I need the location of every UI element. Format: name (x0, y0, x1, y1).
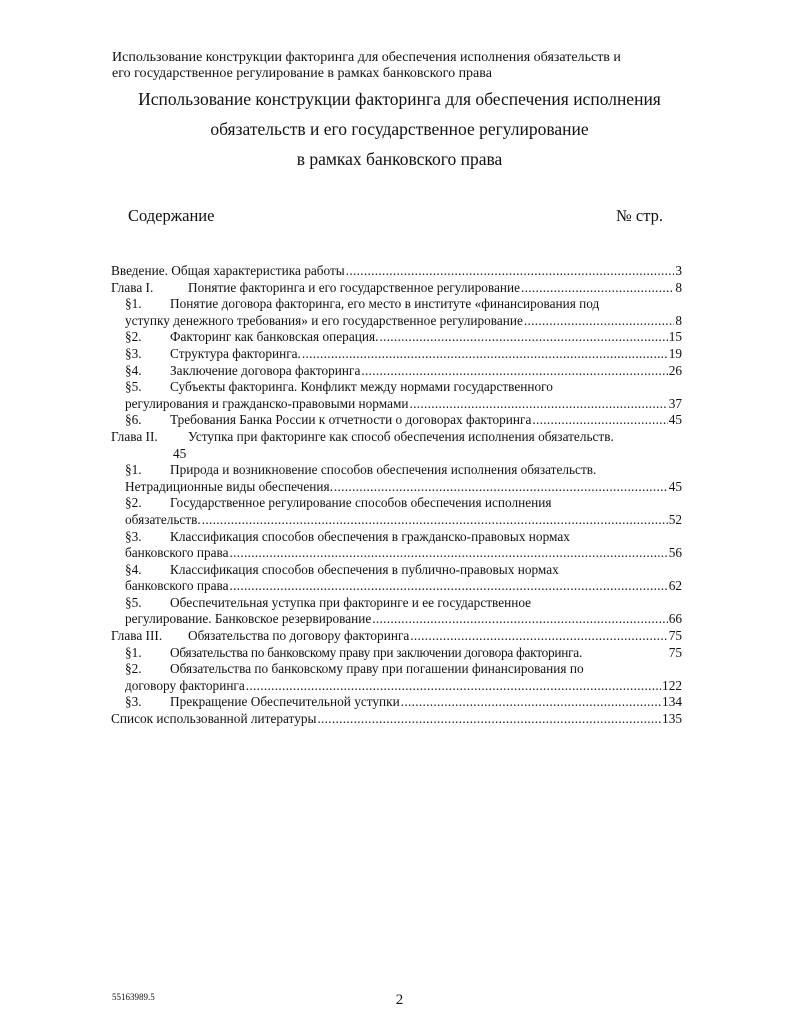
dot-leader (246, 678, 661, 695)
toc-entry-introduction[interactable] (111, 263, 682, 280)
running-header (112, 50, 692, 82)
toc-entry-chapter-3[interactable] (111, 628, 682, 645)
toc-entry-page: 52 (668, 511, 682, 527)
toc-entry-page: 45 (173, 445, 187, 461)
toc-entry-ch1-sec1[interactable] (111, 296, 682, 313)
toc-entry-title: Государственное регулирование способов обеспечения исполнения (170, 495, 552, 511)
toc-entry-page: 134 (662, 694, 682, 710)
document-title-line-2: обязательств и его государственное регулирование (210, 119, 589, 139)
dot-leader (379, 329, 667, 346)
toc-entry-ch3-sec2-cont[interactable] (111, 678, 682, 695)
document-title-line-1: Использование конструкции факторинга для обеспечения исполнения (138, 89, 661, 109)
toc-entry-title: Уступка при факторинге как способ обеспечения исполнения обязательств. (188, 428, 614, 444)
toc-entry-title: Обязательства по договору факторинга (188, 628, 410, 644)
toc-entry-number: §2. (125, 661, 142, 677)
toc-entry-number: Глава III. (111, 628, 163, 644)
running-header-line-1: Использование конструкции факторинга для обеспечения исполнения обязательств и (112, 50, 621, 65)
toc-entry-ch1-sec6[interactable] (111, 412, 682, 429)
toc-entry-chapter-2-page-line[interactable] (111, 446, 682, 463)
dot-leader (230, 578, 668, 595)
toc-entry-title: Обязательства по банковскому праву при заключении договора факторинга. (170, 644, 583, 660)
dot-leader (532, 412, 667, 429)
toc-entry-title: Прекращение Обеспечительной уступки (170, 694, 400, 710)
toc-entry-page: 135 (662, 711, 682, 727)
toc-entry-bibliography[interactable] (111, 711, 682, 728)
toc-entry-title: Список использованной литературы (111, 711, 317, 727)
toc-entry-page: 3 (675, 263, 682, 278)
toc-entry-ch1-sec1-cont[interactable] (111, 313, 682, 330)
toc-entry-ch2-sec2[interactable] (111, 495, 682, 512)
toc-entry-page: 8 (675, 279, 682, 295)
toc-entry-page: 75 (668, 628, 682, 644)
toc-entry-page: 45 (668, 412, 682, 428)
toc-entry-number: §5. (125, 594, 142, 610)
toc-entry-ch2-sec4-cont[interactable] (111, 578, 682, 595)
toc-entry-page: 75 (668, 644, 682, 660)
toc-entry-ch2-sec3-cont[interactable] (111, 545, 682, 562)
toc-entry-page: 122 (662, 677, 682, 693)
toc-entry-number: §1. (125, 644, 142, 660)
toc-entry-number: §2. (125, 495, 142, 511)
dot-leader (334, 479, 668, 496)
toc-entry-page: 15 (668, 329, 682, 345)
toc-entry-number: §4. (125, 561, 142, 577)
toc-entry-title: Факторинг как банковская операция. (170, 329, 379, 345)
toc-entry-ch1-sec2[interactable] (111, 329, 682, 346)
toc-entry-number: §2. (125, 329, 142, 345)
toc-entry-title: Субъекты факторинга. Конфликт между нормами государственного (170, 379, 553, 395)
toc-entry-number: §6. (125, 412, 142, 428)
toc-heading: Содержание (128, 206, 215, 225)
toc-entry-ch2-sec5-cont[interactable] (111, 611, 682, 628)
toc-entry-number: §3. (125, 528, 142, 544)
dot-leader (317, 711, 661, 728)
toc-entry-number: §5. (125, 379, 142, 395)
toc-entry-title: Введение. Общая характеристика работы (111, 263, 345, 278)
toc-entry-ch2-sec5[interactable] (111, 595, 682, 612)
toc-entry-ch2-sec1[interactable] (111, 462, 682, 479)
toc-entry-page: 26 (668, 362, 682, 378)
dot-leader (524, 313, 674, 330)
toc-entry-title-continuation: обязательств. (125, 511, 201, 527)
toc-entry-title: Обеспечительная уступка при факторинге и ее государственное (170, 594, 532, 610)
toc-entry-ch2-sec1-cont[interactable] (111, 479, 682, 496)
toc-entry-title: Классификация способов обеспечения в гражданско-правовых нормах (170, 528, 570, 544)
toc-entry-ch1-sec5-cont[interactable] (111, 396, 682, 413)
toc-entry-title-continuation: регулирования и гражданско-правовыми нормами (125, 395, 409, 411)
toc-entry-title: Требования Банка России к отчетности о договорах факторинга (170, 412, 532, 428)
toc-entry-title-continuation: договору факторинга (125, 677, 245, 693)
toc-entry-ch2-sec4[interactable] (111, 562, 682, 579)
toc-entry-ch1-sec5[interactable] (111, 379, 682, 396)
toc-entry-chapter-2[interactable] (111, 429, 682, 446)
toc-entry-title-continuation: уступку денежного требования» и его государственное регулирование (125, 312, 523, 328)
toc-entry-number: §1. (125, 462, 142, 478)
dot-leader (521, 280, 674, 297)
toc-entry-page: 66 (668, 611, 682, 627)
toc-entry-title: Классификация способов обеспечения в публично-правовых нормах (170, 561, 559, 577)
toc-entry-ch2-sec3[interactable] (111, 529, 682, 546)
dot-leader (410, 396, 668, 413)
table-of-contents (111, 263, 682, 728)
toc-entry-ch1-sec3[interactable] (111, 346, 682, 363)
dot-leader (361, 363, 667, 380)
dot-leader (302, 346, 668, 363)
toc-entry-page: 56 (668, 545, 682, 561)
toc-entry-number: §3. (125, 694, 142, 710)
toc-entry-title: Понятие договора факторинга, его место в институте «финансирования под (170, 296, 600, 312)
toc-entry-ch2-sec2-cont[interactable] (111, 512, 682, 529)
dot-leader (202, 512, 668, 529)
toc-entry-title-continuation: регулирование. Банковское резервирование (125, 611, 372, 627)
toc-entry-page: 19 (668, 345, 682, 361)
document-id: 55163989.5 (112, 992, 155, 1002)
toc-entry-ch3-sec2[interactable] (111, 661, 682, 678)
toc-entry-title: Обязательства по банковскому праву при погашении финансирования по (170, 661, 584, 677)
dot-leader (230, 545, 668, 562)
dot-leader (346, 263, 675, 280)
toc-entry-ch3-sec1[interactable] (111, 645, 682, 662)
toc-entry-title: Понятие факторинга и его государственное регулирование (188, 279, 521, 295)
toc-entry-page: 37 (668, 395, 682, 411)
toc-entry-title-continuation: банковского права (125, 545, 229, 561)
toc-entry-title: Заключение договора факторинга (170, 362, 361, 378)
toc-page-column-label: № стр. (616, 206, 663, 225)
toc-entry-number: Глава I. (111, 279, 154, 295)
page-number: 2 (395, 992, 404, 1008)
toc-entry-number: §4. (125, 362, 142, 378)
toc-entry-page: 62 (668, 578, 682, 594)
dot-leader (410, 628, 667, 645)
toc-entry-title: Структура факторинга. (170, 345, 301, 361)
toc-entry-title-continuation: банковского права (125, 578, 229, 594)
dot-leader (401, 694, 661, 711)
toc-entry-chapter-1[interactable] (111, 280, 682, 297)
running-header-line-2: его государственное регулирование в рамках банковского права (112, 66, 492, 81)
toc-entry-number: §3. (125, 345, 142, 361)
document-title-line-3: в рамках банковского права (296, 149, 503, 169)
toc-entry-title: Природа и возникновение способов обеспечения исполнения обязательств. (170, 462, 597, 478)
toc-entry-page: 8 (675, 312, 682, 328)
toc-entry-ch1-sec4[interactable] (111, 363, 682, 380)
toc-entry-number: §1. (125, 296, 142, 312)
toc-entry-page: 45 (668, 478, 682, 494)
toc-entry-title-continuation: Нетрадиционные виды обеспечения. (125, 478, 333, 494)
toc-entry-ch3-sec3[interactable] (111, 694, 682, 711)
toc-entry-number: Глава II. (111, 428, 158, 444)
dot-leader (372, 611, 667, 628)
